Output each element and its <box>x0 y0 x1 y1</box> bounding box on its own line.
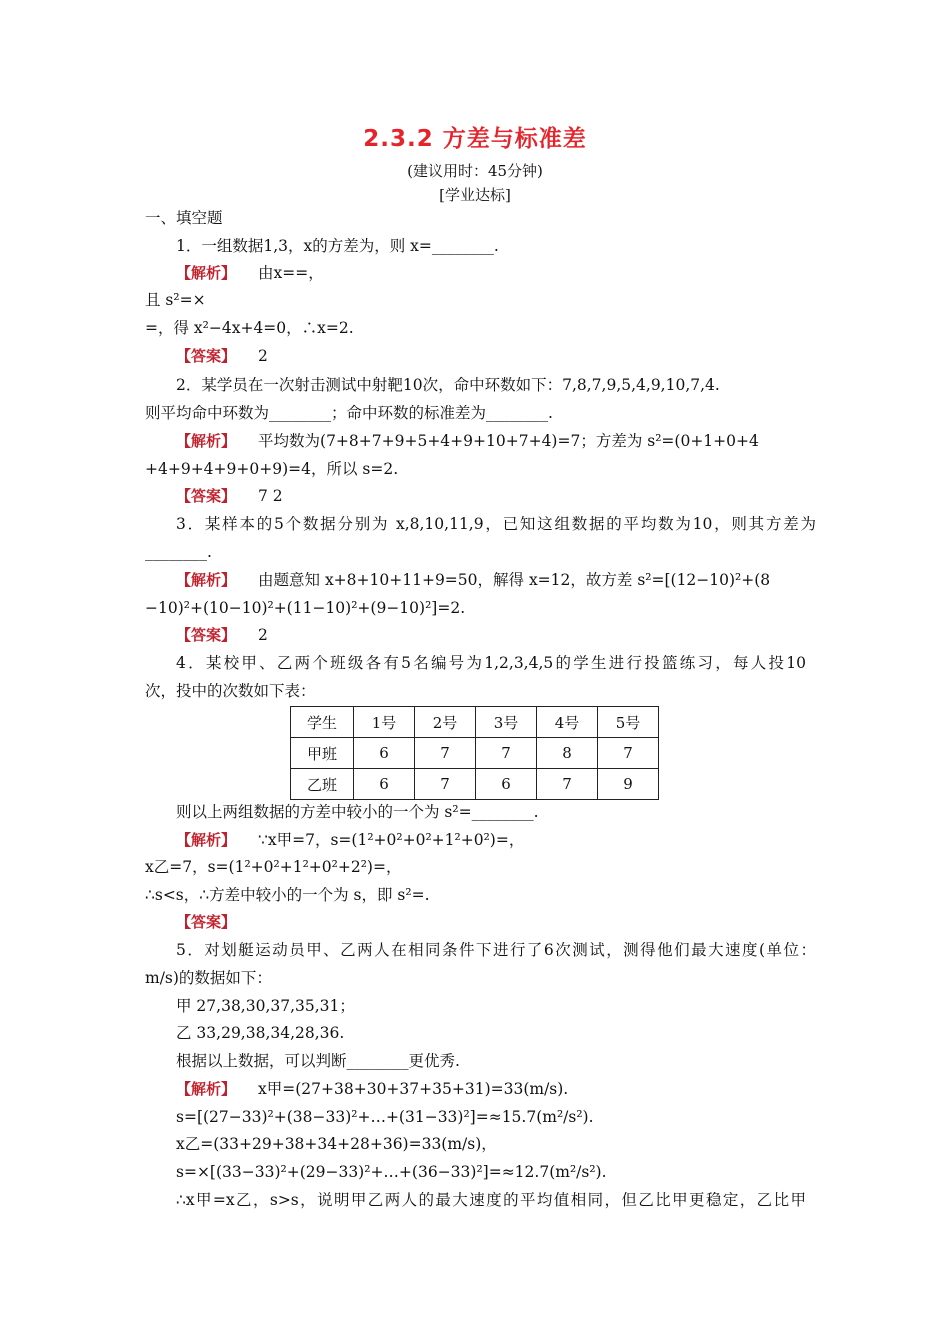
q2-stem2: 则平均命中环数为________；命中环数的标准差为________. <box>145 404 553 422</box>
table-cell: 6 <box>354 738 415 769</box>
q4-answer <box>176 912 846 932</box>
analysis-tag: 【解析】 <box>176 571 237 589</box>
q5-sol4: s=×[(33−33)²+(29−33)²+…+(36−33)²]=≈12.7(m²/s²). <box>176 1163 607 1181</box>
q5-sol5: ∴x甲=x乙，s>s，说明甲乙两人的最大速度的平均值相同，但乙比甲更稳定，乙比甲 <box>176 1191 806 1209</box>
q3-sol2: −10)²+(10−10)²+(11−10)²+(9−10)²]=2. <box>145 599 466 617</box>
table-row <box>291 738 659 769</box>
table-cell: 7 <box>415 769 476 800</box>
analysis-tag: 【解析】 <box>176 432 237 450</box>
page-title: 2.3.2 方差与标准差 <box>363 126 587 152</box>
table-cell: 乙班 <box>291 769 354 800</box>
q4-sol3: ∴s<s，∴方差中较小的一个为 s，即 s²=. <box>145 886 430 904</box>
answer-tag: 【答案】 <box>176 347 237 365</box>
table-header-cell: 4号 <box>537 707 598 738</box>
q3-sol1: 由题意知 x+8+10+11+9=50，解得 x=12，故方差 s²=[(12−10)²+(8 <box>258 571 771 589</box>
analysis-tag: 【解析】 <box>176 1080 237 1098</box>
q5-sol1: x甲=(27+38+30+37+35+31)=33(m/s). <box>258 1080 569 1098</box>
table-header-cell: 1号 <box>354 707 415 738</box>
analysis-tag: 【解析】 <box>176 264 237 282</box>
q3-stem2: ________. <box>145 543 212 561</box>
q1-ans: 2 <box>258 347 268 365</box>
q5-stem3: 根据以上数据，可以判断________更优秀. <box>176 1052 460 1070</box>
q3-stem1: 3．某样本的5个数据分别为 x,8,10,11,9，已知这组数据的平均数为10，则其方差为 <box>176 515 816 533</box>
table-header-cell: 2号 <box>415 707 476 738</box>
q2-ans: 7 2 <box>258 487 283 505</box>
table-header-cell: 5号 <box>598 707 659 738</box>
shooting-score-table <box>290 706 659 800</box>
table-cell: 8 <box>537 738 598 769</box>
q2-sol1: 平均数为(7+8+7+9+5+4+9+10+7+4)=7；方差为 s²=(0+1+0+4 <box>258 432 759 450</box>
answer-tag: 【答案】 <box>176 626 237 644</box>
q1-sol3: =，得 x²−4x+4=0，∴x=2. <box>145 319 354 337</box>
answer-tag: 【答案】 <box>176 487 237 505</box>
q5-jia-data: 甲 27,38,30,37,35,31； <box>176 997 355 1015</box>
q1-stem: 1．一组数据1,3，x的方差为，则 x=________. <box>176 237 499 255</box>
q1-sol2: 且 s²=× <box>145 291 206 309</box>
q2-answer <box>176 486 846 506</box>
q3-analysis <box>176 570 846 590</box>
analysis-tag: 【解析】 <box>176 831 237 849</box>
table-cell: 甲班 <box>291 738 354 769</box>
table-cell: 6 <box>354 769 415 800</box>
q1-answer <box>176 346 846 366</box>
q5-sol3: x乙=(33+29+38+34+28+36)=33(m/s)， <box>176 1135 497 1153</box>
q3-answer <box>176 625 846 645</box>
time-note: (建议用时：45分钟) <box>407 162 543 180</box>
q1-analysis <box>176 263 846 283</box>
q1-sol1: 由x==， <box>258 264 324 282</box>
q2-stem1: 2．某学员在一次射击测试中射靶10次，命中环数如下：7,8,7,9,5,4,9,10,7,4. <box>176 376 720 394</box>
table-cell: 7 <box>476 738 537 769</box>
q5-stem2: m/s)的数据如下： <box>145 969 272 987</box>
q5-analysis <box>176 1079 846 1099</box>
q2-analysis <box>176 431 846 451</box>
q5-yi-data: 乙 33,29,38,34,28,36. <box>176 1024 345 1042</box>
table-cell: 7 <box>537 769 598 800</box>
q4-stem3: 则以上两组数据的方差中较小的一个为 s²=________. <box>176 803 539 821</box>
table-header-row <box>291 707 659 738</box>
section-heading: 一、填空题 <box>145 209 223 227</box>
q2-sol2: +4+9+4+9+0+9)=4，所以 s=2. <box>145 460 399 478</box>
q4-sol1: ∵x甲=7，s=(1²+0²+0²+1²+0²)=， <box>258 831 525 849</box>
table-cell: 9 <box>598 769 659 800</box>
q4-sol2: x乙=7，s=(1²+0²+1²+0²+2²)=， <box>145 858 402 876</box>
q4-stem1: 4．某校甲、乙两个班级各有5名编号为1,2,3,4,5的学生进行投篮练习，每人投10 <box>176 654 806 672</box>
table-cell: 7 <box>598 738 659 769</box>
table-cell: 7 <box>415 738 476 769</box>
table-cell: 6 <box>476 769 537 800</box>
table-header-cell: 学生 <box>291 707 354 738</box>
table-header-cell: 3号 <box>476 707 537 738</box>
answer-tag: 【答案】 <box>176 913 237 931</box>
q4-stem2: 次，投中的次数如下表： <box>145 682 316 700</box>
q5-stem1: 5．对划艇运动员甲、乙两人在相同条件下进行了6次测试，测得他们最大速度(单位： <box>176 941 816 959</box>
q3-ans: 2 <box>258 626 268 644</box>
q4-analysis <box>176 830 846 850</box>
q5-sol2: s=[(27−33)²+(38−33)²+…+(31−33)²]=≈15.7(m²/s²). <box>176 1108 594 1126</box>
table-row <box>291 769 659 800</box>
section-tag: [学业达标] <box>439 186 511 204</box>
